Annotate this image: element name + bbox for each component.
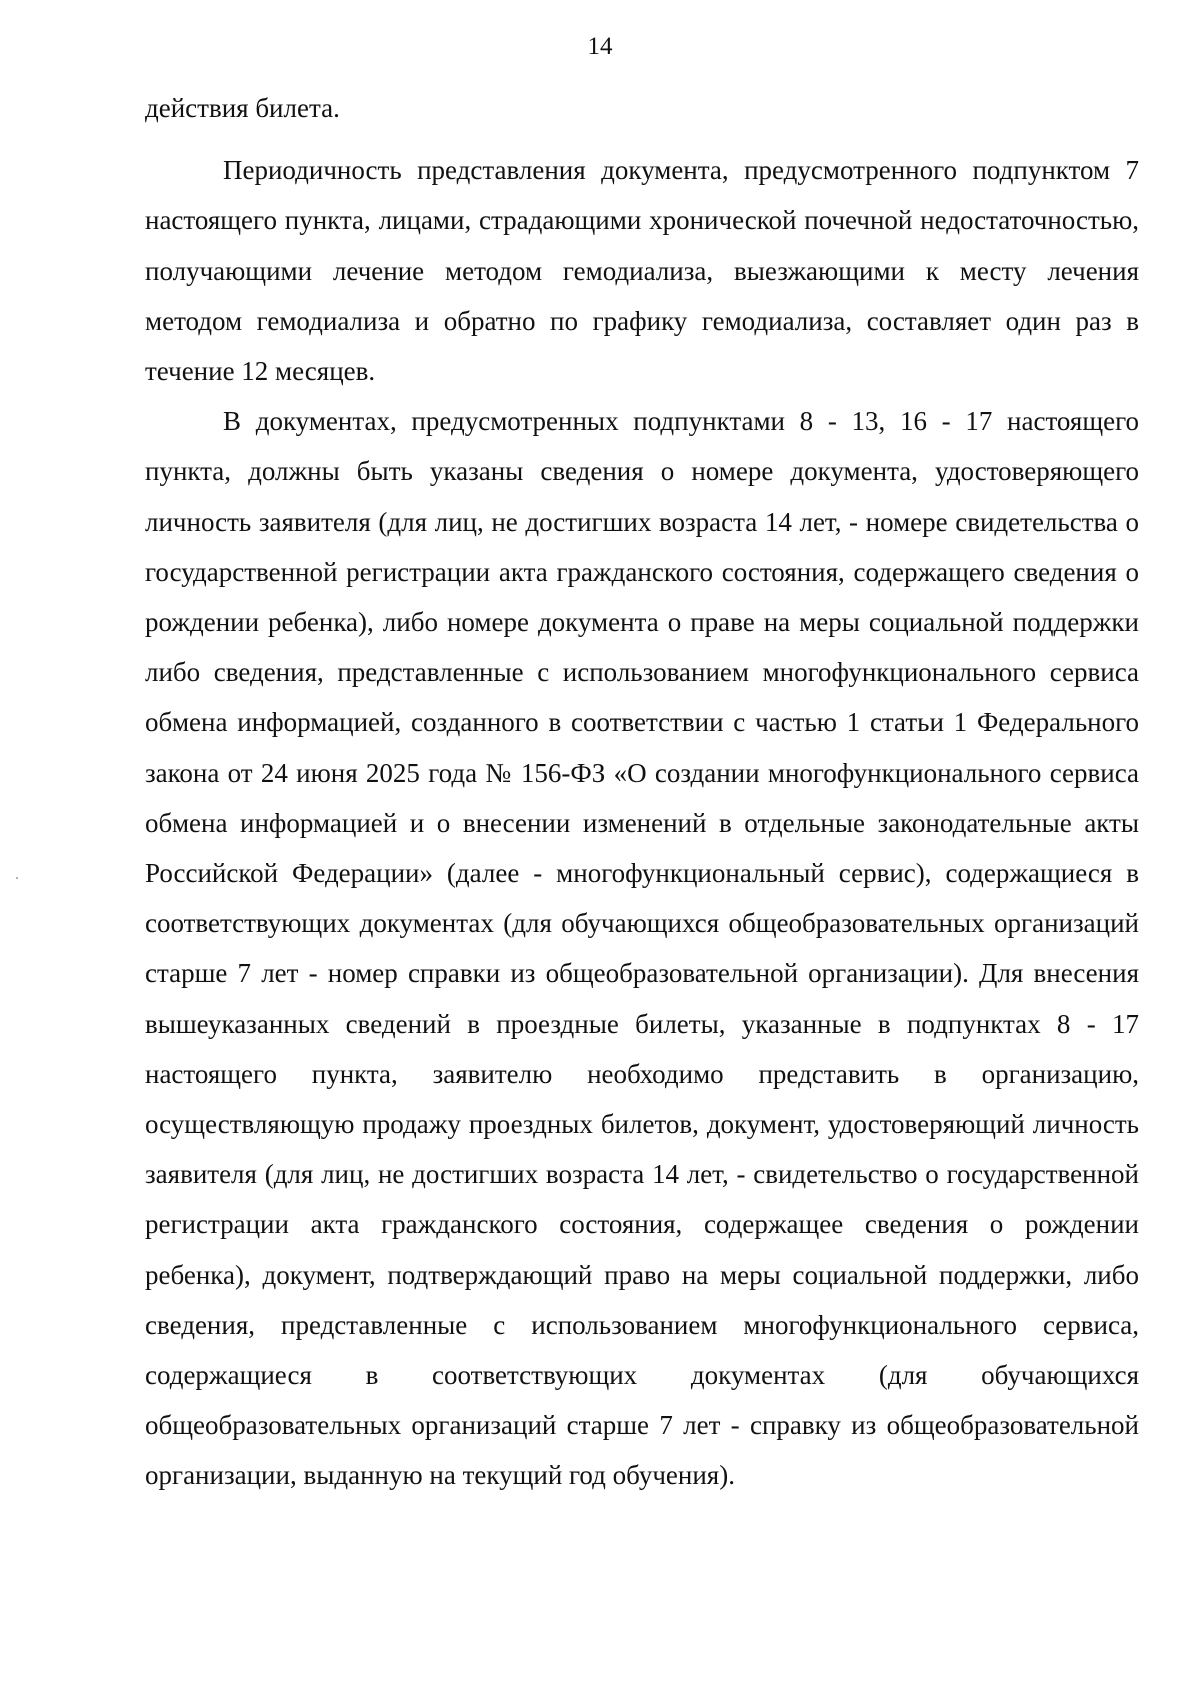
paragraph-documents-details: В документах, предусмотренных подпунктами 8 - 13, 16 - 17 настоящего пункта, должны быть указаны сведения о номере документа, удостоверяющего личность заявителя (для лиц, не достигших возраста 14 лет, - номере свидетельства о государственной регистрации акта гражданского состояния, содержащего сведения о рождении ребенка), либо номере документа о праве на меры социальной поддержки либо сведения, представленные с использованием многофункционального сервиса обмена информацией, созданного в соответствии с частью 1 статьи 1 Федерального закона от 24 июня 2025 года № 156-ФЗ «О создании многофункционального сервиса обмена информацией и о внесении изменений в отдельные законодательные акты Российской Федерации» (далее - многофункциональный сервис), содержащиеся в соответствующих документах (для обучающихся общеобразовательных организаций старше 7 лет - номер справки из общеобразовательной организации). Для внесения вышеуказанных сведений в проездные билеты, указанные в подпунктах 8 - 17 настоящего пункта, заявителю необходимо представить в организацию, осуществляющую продажу проездных билетов, документ, удостоверяющий личность заявителя (для лиц, не достигших возраста 14 лет, - свидетельство о государственной регистрации акта гражданского состояния, содержащее сведения о рождении ребенка), документ, подтверждающий право на меры социальной поддержки, либо сведения, представленные с использованием многофункционального сервиса, содержащиеся в соответствующих документах (для обучающихся общеобразовательных организаций старше 7 лет - справку из общеобразовательной организации, выданную на текущий год обучения). (145, 406, 1139, 1491)
page-number: 14 (587, 33, 613, 60)
paragraph-continuation: действия билета. (145, 93, 340, 123)
document-body (145, 83, 1139, 1501)
paragraph-periodicity: Периодичность представления документа, предусмотренного подпунктом 7 настоящего пункта, лицами, страдающими хронической почечной недостаточностью, получающими лечение методом гемодиализа, выезжающими к месту лечения методом гемодиализа и обратно по графику гемодиализа, составляет один раз в течение 12 месяцев. (145, 155, 1139, 387)
scan-artifact-dot (16, 877, 18, 879)
